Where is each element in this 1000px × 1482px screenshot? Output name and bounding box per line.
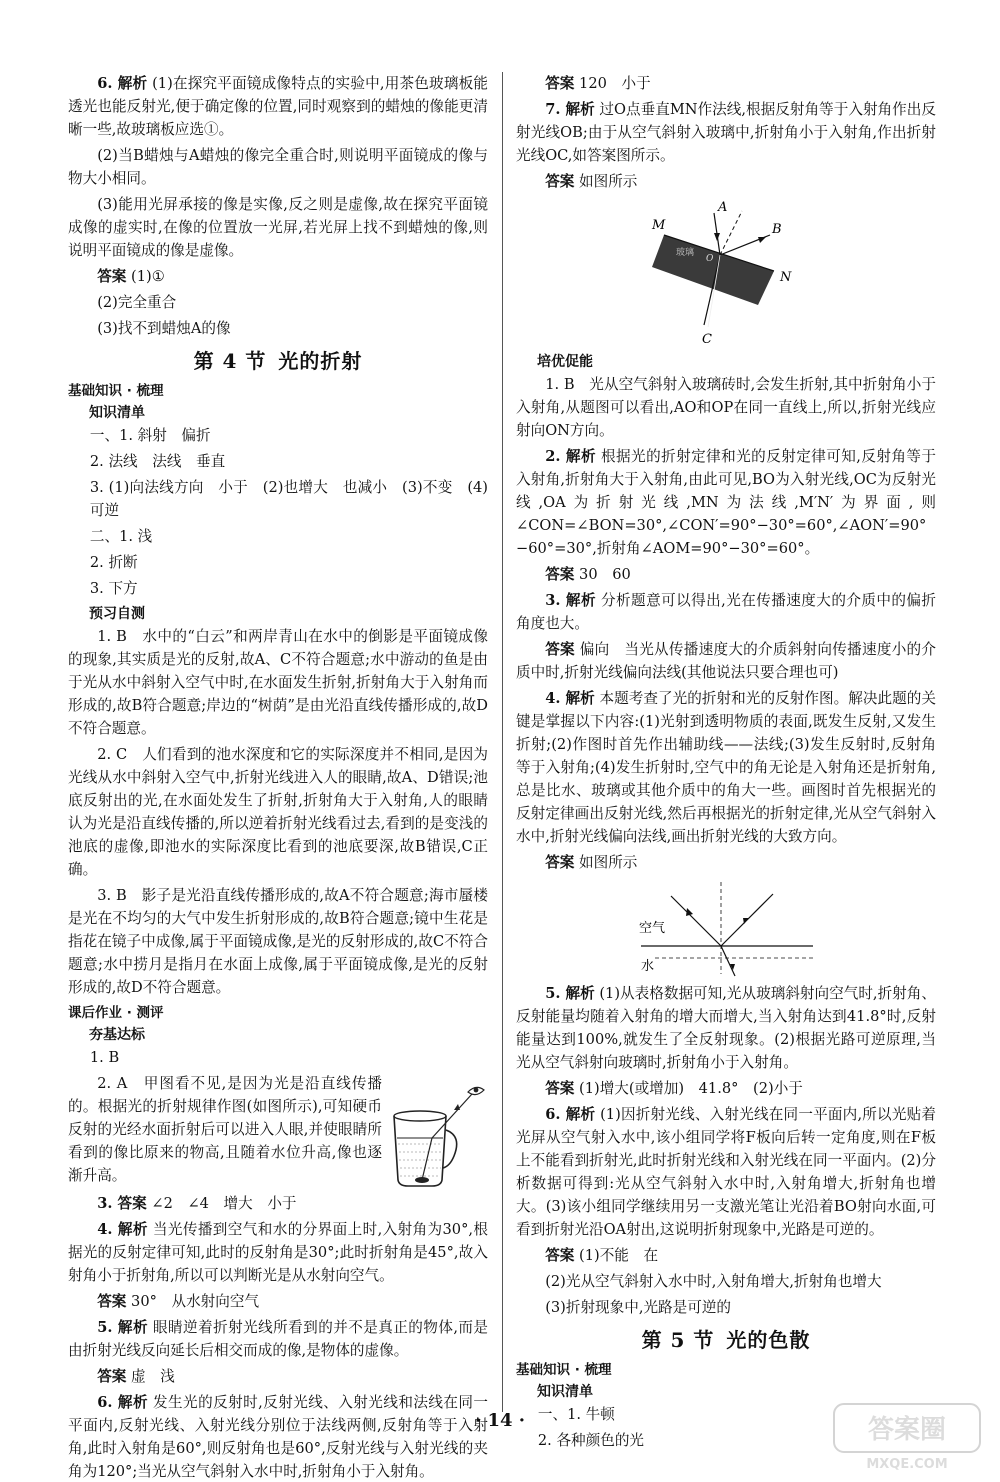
watermark-logo — [832, 1400, 982, 1472]
label-B: B — [772, 222, 782, 237]
heading-knowledge-list: 知识清单 — [89, 405, 145, 421]
adv-q1: 1. B 光从空气斜射入玻璃砖时,会发生折射,其中折射角小于入射角,从题图可以看出,AO和OP在同一直线上,所以,折射光线应射向ON方向。 — [516, 376, 936, 439]
hw-q4: 4. 解析 当光传播到空气和水的分界面上时,入射角为30°,根据光的反射定律可知,此时的反射角是30°;此时折射角是45°,故入射角小于折射角,所以可以判断光是从水射向空气。 — [68, 1221, 488, 1284]
left-column — [68, 72, 488, 1482]
hw-q2-block — [68, 1072, 488, 1192]
adv-q6: 6. 解析 (1)因折射光线、入射光线在同一平面内,所以光贴着光屏从空气射入水中,该小组同学将F板向后转一定角度,则在F板上不能看到折射光,此时折射光线和入射光线在同一平面内。(2)分析数据可得到:光从空气斜射入水中时,入射角增大,折射角也增大。(3)该小组同学继续用另一支激光笔让光沿着BO射向水面,可看到折射光沿OA射出,这说明折射现象中,光路是可逆的。 — [516, 1106, 936, 1238]
water-label: 水 — [641, 959, 655, 974]
label-M: M — [652, 218, 666, 233]
section-4-title: 第 4 节 光的折射 — [193, 349, 363, 373]
svg-text:MXQE.COM: MXQE.COM — [866, 1457, 948, 1472]
preview-q1: 1. B 水中的“白云”和两岸青山在水中的倒影是平面镜成像的现象,其实质是光的反射,故A、C不符合题意;水中游动的鱼是由于光从水中斜射入空气中时,在水面发生折射,折射角大于入射角而形成的,故B符合题意;岸边的“树荫”是由光沿直线传播形成的,故D不符合题意。 — [68, 628, 488, 737]
q6-p2: (2)当B蜡烛与A蜡烛的像完全重合时,则说明平面镜成的像与物大小相同。 — [68, 147, 488, 187]
svg-text:答案圈: 答案圈 — [867, 1415, 947, 1445]
hw-q7: 7. 解析 过O点垂直MN作法线,根据反射角等于入射角作出反射光线OB;由于从空气斜射入玻璃中,折射角小于入射角,作出折射光线OC,如答案图所示。 — [516, 101, 936, 164]
heading-basic-practice: 夯基达标 — [89, 1027, 145, 1043]
adv-q6-answer-2: (2)光从空气斜射入水中时,入射角增大,折射角也增大 — [545, 1273, 882, 1290]
knowledge-item: 一、1. 斜射 偏折 — [89, 427, 211, 444]
cup-refraction-figure — [388, 1080, 488, 1192]
label-O: O — [706, 254, 714, 264]
heading-homework: 课后作业 · 测评 — [68, 1005, 164, 1021]
adv-q3-answer: 答案 偏向 当光从传播速度大的介质斜射向传播速度小的介质中时,折射光线偏向法线(其他说法只要合理也可) — [516, 641, 936, 681]
adv-q6-answer-3: (3)折射现象中,光路是可逆的 — [545, 1299, 732, 1316]
adv-q4-answer: 答案 如图所示 — [545, 854, 638, 871]
eye-icon — [468, 1087, 484, 1094]
preview-q2: 2. C 人们看到的池水深度和它的实际深度并不相同,是因为光线从水中斜射入空气中,折射光线进入人的眼睛,故A、D错误;池底反射出的光,在水面处发生了折射,折射角大于入射角,人的眼睛认为光是沿直线传播的,所以逆着折射光线看过去,看到的是变浅的池底的虚像,即池水的实际深度比看到的池底要深,故B错误,C正确。 — [68, 746, 488, 878]
hw-q1: 1. B — [89, 1049, 120, 1066]
label-N: N — [780, 270, 792, 285]
q6-answer-2: (2)完全重合 — [97, 294, 177, 311]
hw-q5-answer: 答案 虚 浅 — [97, 1368, 175, 1385]
page-number: · 14 · — [474, 1410, 526, 1431]
section-5-title: 第 5 节 光的色散 — [641, 1328, 811, 1352]
heading-advanced: 培优促能 — [537, 354, 593, 370]
hw-q6-answer: 答案 120 小于 — [545, 75, 651, 92]
adv-q5: 5. 解析 (1)从表格数据可知,光从玻璃斜射向空气时,折射角、反射能量均随着入射角的增大而增大,当入射角达到41.8°时,反射能量达到100%,就发生了全反射现象。(2)根据光路可逆原理,当光从空气斜射向玻璃时,折射角小于入射角。 — [516, 985, 936, 1071]
heading-knowledge-list-2: 知识清单 — [537, 1384, 593, 1400]
label-C: C — [702, 332, 712, 347]
hw-q4-answer: 答案 30° 从水射向空气 — [97, 1293, 260, 1310]
hw-q5: 5. 解析 眼睛逆着折射光线所看到的并不是真正的物体,而是由折射光线反向延长后相交而成的像,是物体的虚像。 — [68, 1319, 489, 1359]
air-water-refraction-figure — [631, 878, 821, 978]
hw-q2: 2. A 甲图看不见,是因为光是沿直线传播的。根据光的折射规律作图(如图所示),可知硬币反射的光经水面折射后可以进入人眼,并使眼睛所看到的像比原来的物高,且随着水位升高,像也逐渐升高。 — [68, 1075, 382, 1184]
knowledge-item: 3. (1)向法线方向 小于 (2)也增大 也减小 (3)不变 (4)可逆 — [89, 479, 488, 519]
knowledge-item: 2. 法线 法线 垂直 — [89, 453, 226, 470]
heading-basic-knowledge: 基础知识 · 梳理 — [68, 383, 164, 399]
knowledge-item: 一、1. 牛顿 — [537, 1406, 615, 1423]
adv-q3: 3. 解析 分析题意可以得出,光在传播速度大的介质中的偏折角度也大。 — [516, 592, 937, 632]
q6-p3: (3)能用光屏承接的像是实像,反之则是虚像,故在探究平面镜成像的虚实时,在像的位置放一光屏,若光屏上找不到蜡烛的像,则说明平面镜成的像是虚像。 — [68, 196, 488, 259]
knowledge-item: 二、1. 浅 — [89, 528, 153, 545]
adv-q6-answer: 答案 (1)不能 在 — [545, 1247, 659, 1264]
adv-q2-answer: 答案 30 60 — [545, 566, 631, 583]
adv-q4: 4. 解析 本题考查了光的折射和光的反射作图。解决此题的关键是掌握以下内容:(1)光射到透明物质的表面,既发生反射,又发生折射;(2)作图时首先作出辅助线——法线;(3)发生反射时,反射角等于入射角;(4)发生折射时,空气中的角无论是入射角还是折射角,总是比水、玻璃或其他介质中的角大一些。画图时首先根据光的反射定律画出反射光线,然后再根据光的折射定律,光从空气斜射入水中,折射光线偏向法线,画出折射光线的大致方向。 — [516, 690, 936, 845]
knowledge-item: 2. 各种颜色的光 — [537, 1432, 645, 1449]
glass-label: 玻璃 — [676, 248, 695, 258]
glass-refraction-figure — [646, 197, 806, 347]
preview-q3: 3. B 影子是光沿直线传播形成的,故A不符合题意;海市蜃楼是光在不均匀的大气中发生折射形成的,故B符合题意;镜中生花是指花在镜子中成像,属于平面镜成像,是光的反射形成的,故C不符合题意;水中捞月是指月在水面上成像,属于平面镜成像,是光的反射形成的,故D不符合题意。 — [68, 887, 488, 996]
adv-q5-answer: 答案 (1)增大(或增加) 41.8° (2)小于 — [545, 1080, 803, 1097]
air-label: 空气 — [639, 921, 666, 936]
hw-q3: 3. 答案 ∠2 ∠4 增大 小于 — [97, 1195, 297, 1212]
q6-analysis: 6. 解析 (1)在探究平面镜成像特点的实验中,用茶色玻璃板能透光也能反射光,便于确定像的位置,同时观察到的蜡烛的像能更清晰一些,故玻璃板应选①。 — [68, 75, 488, 138]
adv-q2: 2. 解析 根据光的折射定律和光的反射定律可知,反射角等于入射角,折射角大于入射角,由此可见,BO为入射光线,OC为反射光线,OA为折射光线,MN为法线,M′N′为界面,则∠CON=∠BON=30°,∠CON′=90°−30°=60°,∠AON′=90°−60°=30°,折射角∠AOM=90°−30°=60°。 — [516, 448, 937, 557]
heading-preview-test: 预习自测 — [89, 606, 145, 622]
column-divider — [502, 72, 503, 1412]
heading-basic-knowledge-2: 基础知识 · 梳理 — [516, 1362, 612, 1378]
knowledge-item: 3. 下方 — [89, 580, 138, 597]
q6-answer-3: (3)找不到蜡烛A的像 — [97, 320, 231, 337]
right-column — [516, 72, 936, 1455]
hw-q7-answer: 答案 如图所示 — [545, 173, 638, 190]
q6-answer: 答案 (1)① — [97, 268, 165, 285]
hw-q6: 6. 解析 发生光的反射时,反射光线、入射光线和法线在同一平面内,反射光线、入射光线分别位于法线两侧,反射角等于入射角,此时入射角是60°,则反射角也是60°,反射光线与入射光线的夹角为120°;当光从空气斜射入水中时,折射角小于入射角。 — [68, 1394, 489, 1480]
label-A: A — [718, 200, 728, 215]
knowledge-item: 2. 折断 — [89, 554, 138, 571]
